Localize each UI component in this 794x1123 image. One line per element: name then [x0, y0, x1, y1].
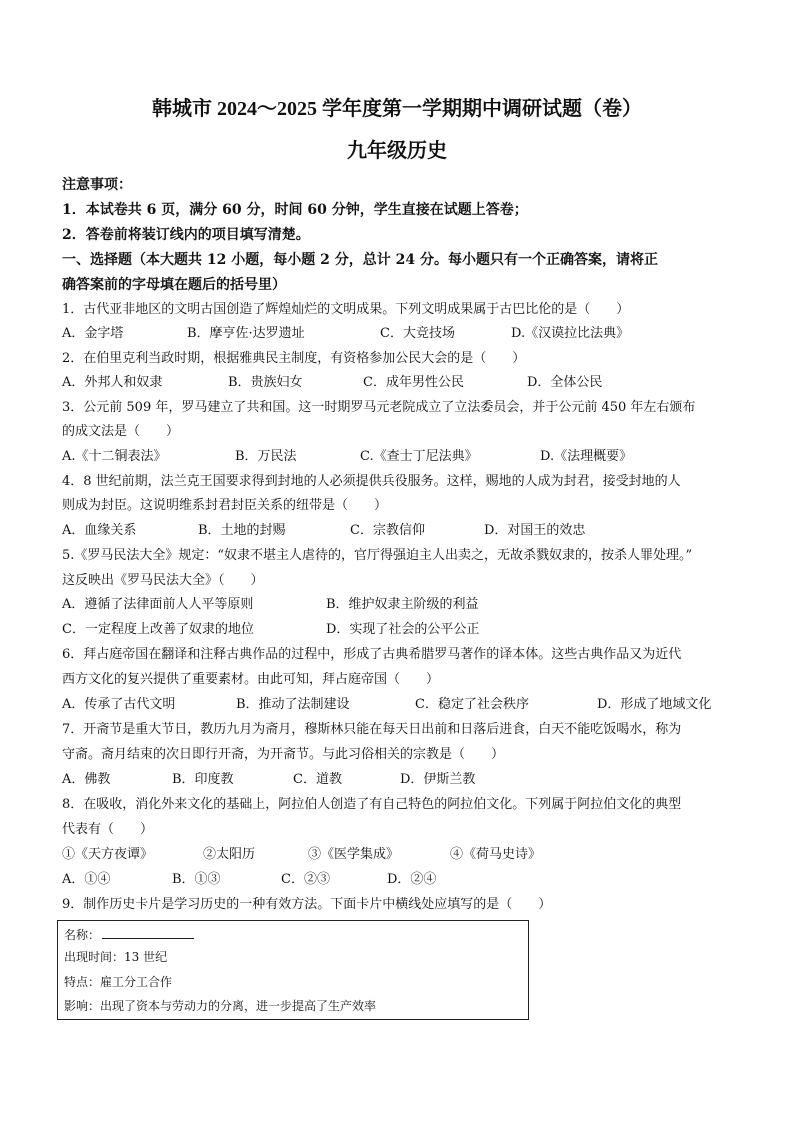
card-name-row	[64, 926, 194, 943]
section-heading: 一、选择题（本大题共 12 小题，每小题 2 分，总计 24 分。每小题只有一个正确答案，请将正	[62, 252, 658, 268]
q2-option-b: B．贵族妇女	[228, 375, 303, 390]
q4-option-d: D．对国王的效忠	[484, 523, 586, 538]
question-8-stem-cont: 代表有（ ）	[62, 822, 154, 837]
q1-option-b: B．摩亨佐·达罗遗址	[187, 326, 305, 341]
q8-option-d: D．②④	[387, 872, 437, 887]
q7-option-a: A．佛教	[62, 772, 111, 787]
question-2-stem: 2．在伯里克利当政时期，根据雅典民主制度，有资格参加公民大会的是（ ）	[62, 351, 526, 366]
notes-heading: 注意事项：	[62, 177, 132, 193]
q3-option-d: D.《法理概要》	[540, 449, 633, 464]
q1-option-a: A．金字塔	[62, 326, 124, 341]
q4-option-c: C．宗教信仰	[350, 523, 425, 538]
note-item: 1．本试卷共 6 页，满分 60 分，时间 60 分钟，学生直接在试题上答卷；	[62, 202, 528, 218]
exam-title: 韩城市 2024～2025 学年度第一学期期中调研试题（卷）	[152, 98, 642, 120]
question-6-stem-cont: 西方文化的复兴提供了重要素材。由此可知，拜占庭帝国（ ）	[62, 672, 440, 687]
exam-subtitle: 九年级历史	[347, 140, 447, 162]
q6-option-a: A．传承了古代文明	[62, 697, 176, 712]
question-1-stem: 1．古代亚非地区的文明古国创造了辉煌灿烂的文明成果。下列文明成果属于古巴比伦的是（ ）	[62, 302, 630, 317]
q7-option-c: C．道教	[293, 772, 342, 787]
q2-option-c: C．成年男性公民	[363, 375, 464, 390]
section-heading-cont: 确答案前的字母填在题后的括号里）	[62, 277, 286, 293]
q8-option-c: C．②③	[281, 872, 330, 887]
q8-item-2: ②太阳历	[203, 847, 256, 862]
q2-option-a: A．外邦人和奴隶	[62, 375, 163, 390]
question-4-stem: 4．8 世纪前期，法兰克王国要求得到封地的人必须提供兵役服务。这样，赐地的人成为封君，接受封地的人	[62, 474, 681, 489]
card-name-blank[interactable]	[102, 926, 194, 939]
question-5-stem: 5.《罗马民法大全》规定：“奴隶不堪主人虐待的，官厅得强迫主人出卖之，无故杀戮奴隶的，按杀人罪处理。”	[62, 548, 693, 563]
q4-option-b: B．土地的封赐	[198, 523, 286, 538]
q8-option-b: B．①③	[172, 872, 221, 887]
q1-option-c: C．大竞技场	[380, 326, 455, 341]
q6-option-b: B．推动了法制建设	[236, 697, 350, 712]
card-name-label: 名称：	[64, 928, 101, 942]
q3-option-a: A.《十二铜表法》	[62, 449, 167, 464]
note-item: 2．答卷前将装订线内的项目填写清楚。	[62, 227, 310, 243]
question-4-stem-cont: 则成为封臣。这说明维系封君封臣关系的纽带是（ ）	[62, 498, 388, 513]
card-time: 出现时间：13 世纪	[64, 950, 168, 964]
q5-option-c: C．一定程度上改善了奴隶的地位	[62, 622, 254, 637]
question-3-stem: 3．公元前 509 年，罗马建立了共和国。这一时期罗马元老院成立了立法委员会，并于公元前 450 年左右颁布	[62, 400, 696, 415]
q4-option-a: A．血缘关系	[62, 523, 137, 538]
q6-option-d: D．形成了地域文化	[597, 697, 712, 712]
q7-option-d: D．伊斯兰教	[400, 772, 476, 787]
q8-option-a: A．①④	[62, 872, 111, 887]
q2-option-d: D．全体公民	[527, 375, 603, 390]
question-3-stem-cont: 的成文法是（ ）	[62, 424, 180, 439]
card-impact: 影响：出现了资本与劳动力的分离，进一步提高了生产效率	[64, 999, 377, 1013]
q3-option-b: B．万民法	[235, 449, 297, 464]
q3-option-c: C.《查士丁尼法典》	[360, 449, 478, 464]
q1-option-d: D.《汉谟拉比法典》	[511, 326, 630, 341]
question-7-stem-cont: 守斋。斋月结束的次日即行开斋，为开斋节。与此习俗相关的宗教是（ ）	[62, 747, 505, 762]
q6-option-c: C．稳定了社会秩序	[415, 697, 529, 712]
q8-item-1: ①《天方夜谭》	[62, 847, 154, 862]
q8-item-4: ④《荷马史诗》	[450, 847, 542, 862]
question-6-stem: 6．拜占庭帝国在翻译和注释古典作品的过程中，形成了古典希腊罗马著作的译本体。这些古典作品又为近代	[62, 647, 682, 662]
q7-option-b: B．印度教	[172, 772, 234, 787]
question-8-stem: 8．在吸收，消化外来文化的基础上，阿拉伯人创造了有自己特色的阿拉伯文化。下列属于阿拉伯文化的典型	[62, 797, 682, 812]
q8-item-3: ③《医学集成》	[308, 847, 400, 862]
q5-option-b: B．维护奴隶主阶级的利益	[326, 597, 479, 612]
question-7-stem: 7．开斋节是重大节日，教历九月为斋月，穆斯林只能在每天日出前和日落后进食，白天不能吃饭喝水，称为	[62, 722, 682, 737]
question-5-stem-cont: 这反映出《罗马民法大全》（ ）	[62, 573, 264, 588]
q5-option-d: D．实现了社会的公平公正	[326, 622, 480, 637]
question-9-stem: 9．制作历史卡片是学习历史的一种有效方法。下面卡片中横线处应填写的是（ ）	[62, 897, 552, 912]
q5-option-a: A．遵循了法律面前人人平等原则	[62, 597, 254, 612]
history-card	[57, 920, 529, 1020]
card-feature: 特点：雇工分工合作	[64, 975, 173, 989]
